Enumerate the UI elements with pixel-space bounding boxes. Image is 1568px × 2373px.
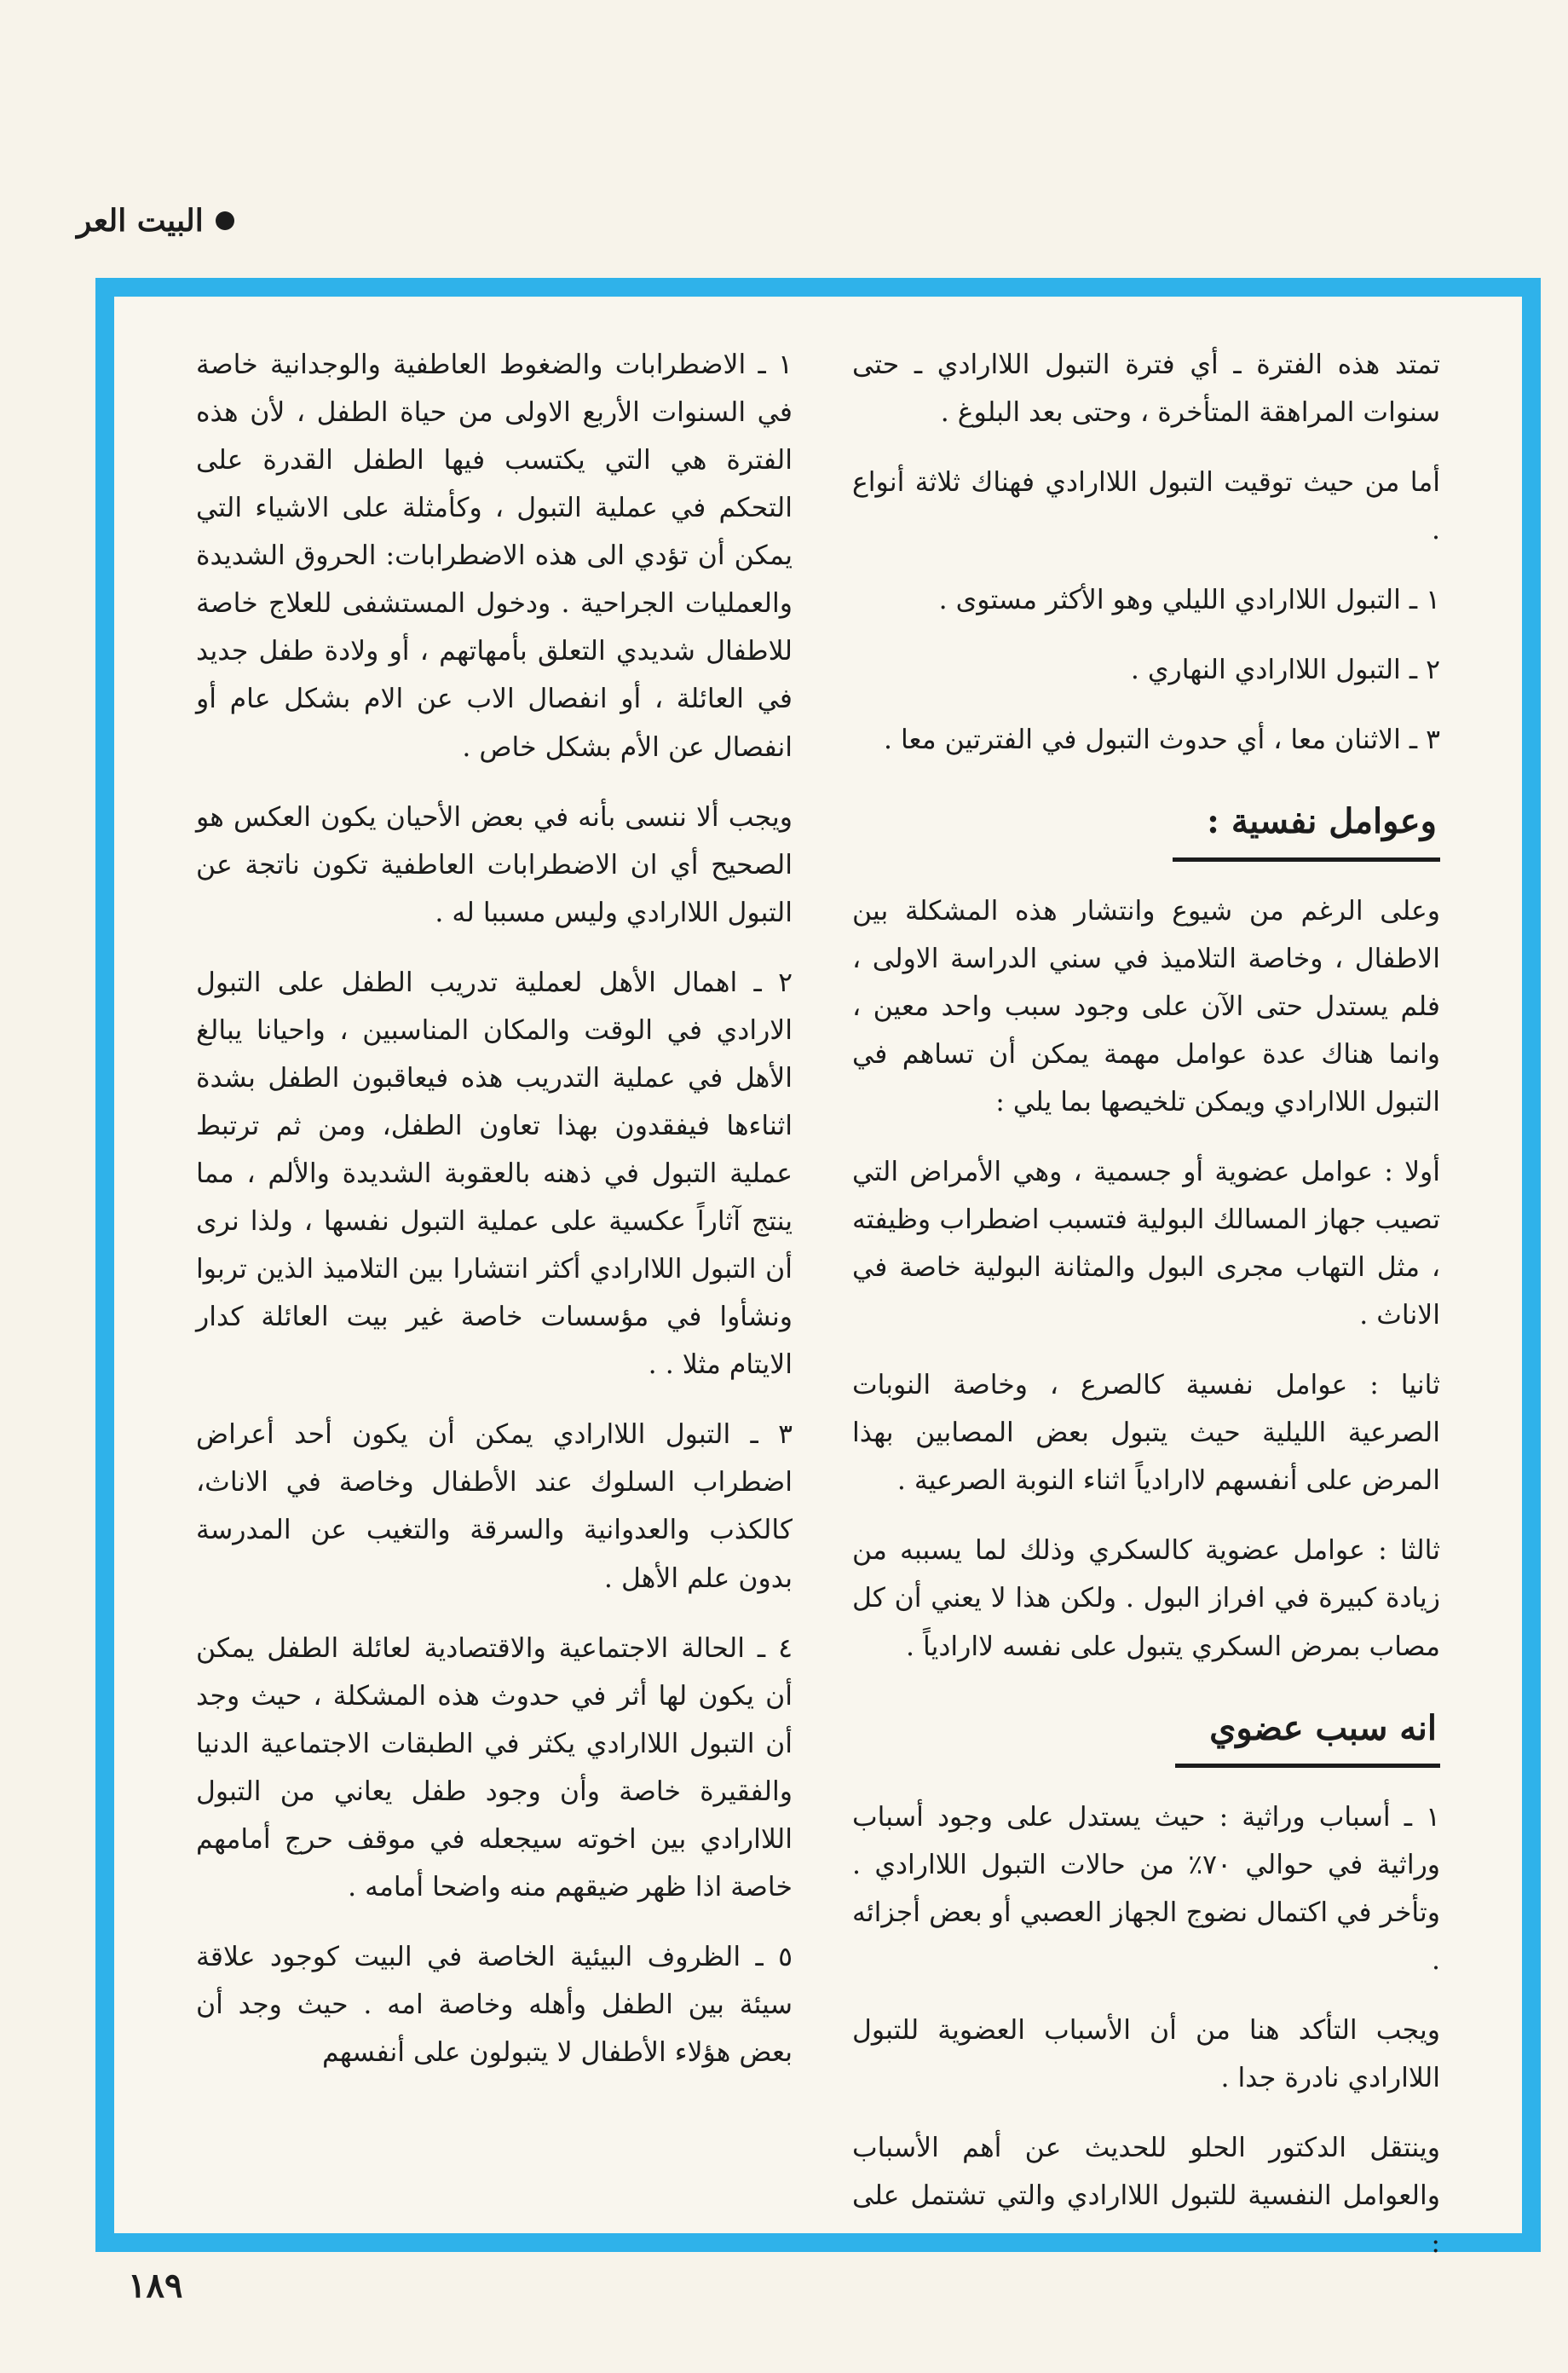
paragraph: ١ ـ الاضطرابات والضغوط العاطفية والوجدانية خاصة في السنوات الأربع الاولى من حياة الطفل ، لأن هذه الفترة هي التي يكتسب فيها الطفل القدرة على التحكم في عملية التبول ، وكأمثلة على الاشياء التي يمكن أن تؤدي الى هذه الاضطرابات: الحروق الشديدة والعمليات الجراحية . ودخول المستشفى للعلاج خاصة للاطفال شديدي التعلق بأمهاتهم ، أو ولادة طفل جديد في العائلة ، أو انفصال الاب عن الام بشكل عام أو انفصال عن الأم بشكل خاص . <box>196 349 793 763</box>
paragraph: ويجب ألا ننسى بأنه في بعض الأحيان يكون العكس هو الصحيح أي ان الاضطرابات العاطفية تكون ناتجة عن التبول اللاارادي وليس مسببا له . <box>196 801 793 928</box>
paragraph: ثالثا : عوامل عضوية كالسكري وذلك لما يسببه من زيادة كبيرة في افراز البول . ولكن هذا لا يعني أن كل مصاب بمرض السكري يتبول على نفسه لاارادياً . <box>852 1535 1440 1662</box>
paragraph: وعلى الرغم من شيوع وانتشار هذه المشكلة بين الاطفال ، وخاصة التلاميذ في سني الدراسة الاولى ، فلم يستدل حتى الآن على وجود سبب واحد معين ، وانما هناك عدة عوامل مهمة يمكن أن تساهم في التبول اللاارادي ويمكن تلخيصها بما يلي : <box>852 895 1440 1117</box>
paragraph: ١ ـ أسباب وراثية : حيث يستدل على وجود أسباب وراثية في حوالي ٧٠٪ من حالات التبول اللاارادي . وتأخر في اكتمال نضوج الجهاز العصبي أو بعض أجزائه . <box>852 1801 1440 1976</box>
paragraph: ويجب التأكد هنا من أن الأسباب العضوية للتبول اللاارادي نادرة جدا . <box>852 2015 1440 2094</box>
right-column <box>852 341 1440 2289</box>
paragraph: ثانيا : عوامل نفسية كالصرع ، وخاصة النوبات الصرعية الليلية حيث يتبول بعض المصابين بهذا المرض على أنفسهم لاارادياً اثناء النوبة الصرعية . <box>852 1370 1440 1497</box>
paragraph: ٥ ـ الظروف البيئية الخاصة في البيت كوجود علاقة سيئة بين الطفل وأهله وخاصة امه . حيث وجد أن بعض هؤلاء الأطفال لا يتبولون على أنفسهم <box>196 1941 793 2069</box>
paragraph: أولا : عوامل عضوية أو جسمية ، وهي الأمراض التي تصيب جهاز المسالك البولية فتسبب اضطراب وظيفته ، مثل التهاب مجرى البول والمثانة البولية خاصة في الاناث . <box>852 1156 1440 1331</box>
page-number: ١٨٩ <box>128 2266 183 2306</box>
paragraph: تمتد هذه الفترة ـ أي فترة التبول اللاارادي ـ حتى سنوات المراهقة المتأخرة ، وحتى بعد البلوغ . <box>852 349 1440 429</box>
list-item: ١ ـ التبول اللاارادي الليلي وهو الأكثر مستوى . <box>938 585 1440 616</box>
bullet-icon <box>216 211 234 230</box>
paragraph: أما من حيث توقيت التبول اللاارادي فهناك ثلاثة أنواع . <box>852 467 1440 546</box>
section-heading: انه سبب عضوي <box>1175 1698 1440 1768</box>
list-item: ٢ ـ التبول اللاارادي النهاري . <box>1130 655 1440 686</box>
section-heading: وعوامل نفسية : <box>1173 791 1440 861</box>
paragraph: وينتقل الدكتور الحلو للحديث عن أهم الأسباب والعوامل النفسية للتبول اللاارادي والتي تشتمل على : <box>852 2133 1440 2260</box>
paragraph: ٤ ـ الحالة الاجتماعية والاقتصادية لعائلة الطفل يمكن أن يكون لها أثر في حدوث هذه المشكلة ، حيث وجد أن التبول اللاارادي يكثر في الطبقات الاجتماعية الدنيا والفقيرة خاصة وأن وجود طفل يعاني من التبول اللاارادي بين اخوته سيجعله في موقف حرج أمامهم خاصة اذا ظهر ضيقهم منه واضحا أمامه . <box>196 1632 793 1902</box>
left-column <box>196 341 793 2099</box>
article-frame <box>95 278 1541 2260</box>
running-header <box>77 203 234 239</box>
paragraph: ٣ ـ التبول اللاارادي يمكن أن يكون أحد أعراض اضطراب السلوك عند الأطفال وخاصة في الاناث، كالكذب والعدوانية والسرقة والتغيب عن المدرسة بدون علم الأهل . <box>196 1419 793 1594</box>
paragraph: ٢ ـ اهمال الأهل لعملية تدريب الطفل على التبول الارادي في الوقت والمكان المناسبين ، واحيانا يبالغ الأهل في عملية التدريب هذه فيعاقبون الطفل بشدة اثناءها فيفقدون بهذا تعاون الطفل، ومن ثم ترتبط عملية التبول في ذهنه بالعقوبة الشديدة والألم ، مما ينتج آثاراً عكسية على عملية التبول نفسها ، ولذا نرى أن التبول اللاارادي أكثر انتشارا بين التلاميذ الذين تربوا ونشأوا في مؤسسات خاصة غير بيت العائلة كدار الايتام مثلا . . <box>196 967 793 1381</box>
list-item: ٣ ـ الاثنان معا ، أي حدوث التبول في الفترتين معا . <box>883 725 1440 756</box>
running-title: البيت العر <box>77 203 204 239</box>
